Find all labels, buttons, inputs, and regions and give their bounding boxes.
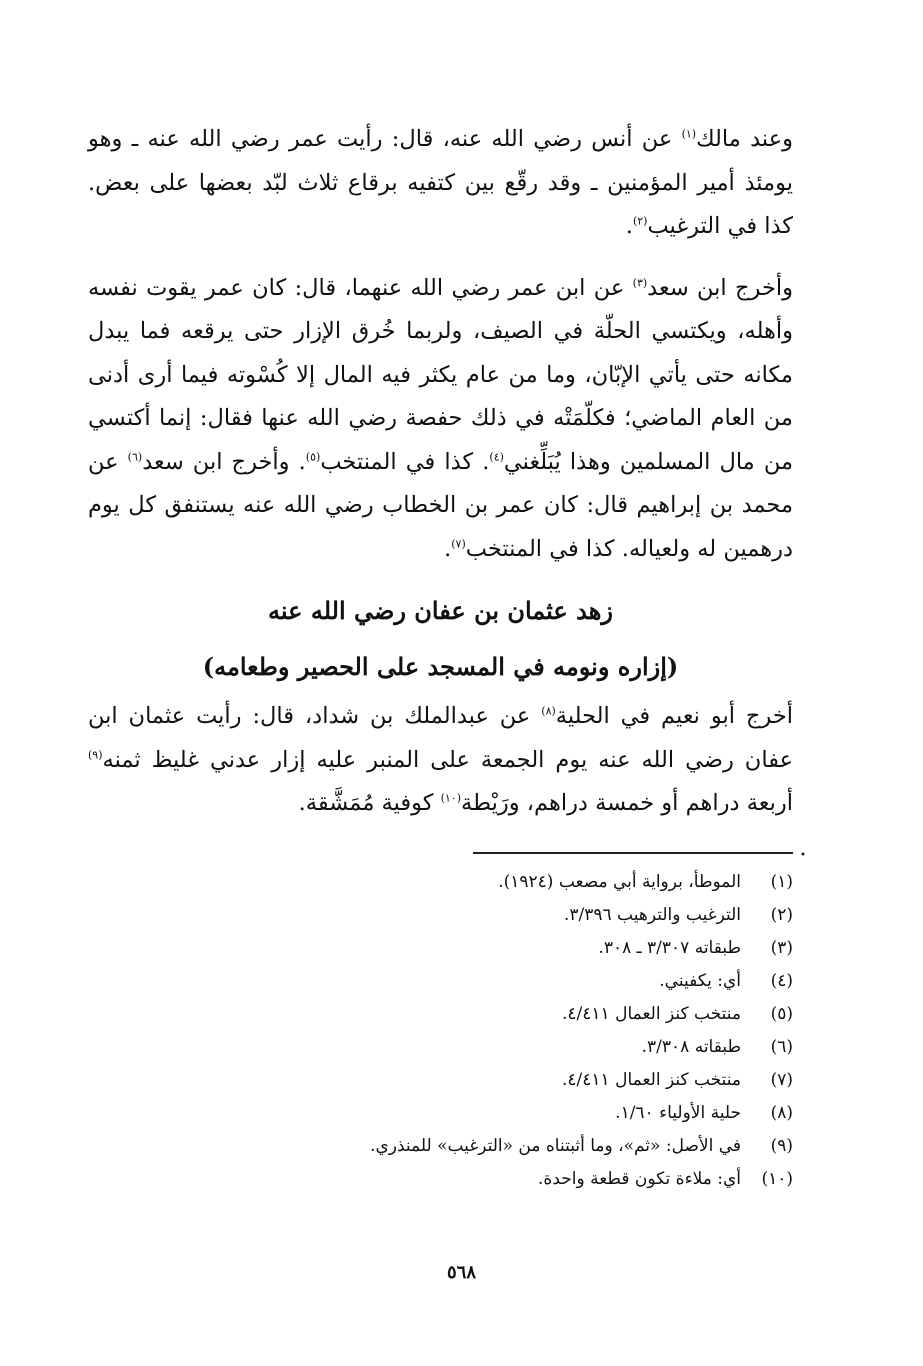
- footnote-item: [280, 1130, 793, 1163]
- footnote-number: (٣): [770, 938, 793, 958]
- paragraph-text: كوفية مُمَشَّقة.: [298, 790, 441, 816]
- paragraph-text: . وأخرج ابن سعد: [142, 448, 306, 475]
- footnote-marker: (١٠): [440, 791, 462, 805]
- section-heading: زهد عثمان بن عفان رضي الله عنه: [268, 596, 613, 625]
- footnote-number: (٤): [770, 971, 793, 991]
- footnote-item: [280, 1097, 793, 1130]
- footnote-text: منتخب كنز العمال ٤/٤١١.: [562, 1070, 741, 1090]
- footnote-number: (٥): [770, 1004, 793, 1024]
- footnote-marker: (٤): [489, 450, 504, 463]
- footnote-number: (٩): [770, 1136, 793, 1156]
- footnote-text: حلية الأولياء ١/٦٠.: [615, 1103, 741, 1123]
- paragraph-text: وعند مالك: [696, 126, 793, 152]
- paragraph-text: أربعة دراهم أو خمسة دراهم، ورَيْطة: [461, 790, 793, 816]
- paragraph-1: [88, 118, 793, 249]
- footnote-item: [280, 965, 793, 998]
- footnote-text: منتخب كنز العمال ٤/٤١١.: [562, 1004, 741, 1024]
- footnote-item: [280, 899, 793, 932]
- footnote-item: [280, 1031, 793, 1064]
- footnote-marker: (٢): [632, 214, 648, 228]
- page-number: ٥٦٨: [446, 1262, 476, 1283]
- paragraph-text: عن أنس رضي الله عنه، قال: رأيت عمر رضي الله عنه ـ وهو يومئذ أمير المؤمنين ـ وقد رقّع بين كتفيه برقاع ثلاث لبّد بعضها على بعض. كذا في الترغيب: [88, 126, 793, 239]
- footnote-number: (١٠): [761, 1169, 793, 1189]
- footnote-item: [280, 932, 793, 965]
- paragraph-2: [88, 267, 793, 572]
- footnote-item: [280, 1064, 793, 1097]
- footnote-marker: (٣): [632, 276, 648, 289]
- paragraph-text: وأخرج ابن سعد: [647, 274, 793, 301]
- paragraph-text: .: [625, 213, 633, 239]
- footnote-text: أي: ملاءة تكون قطعة واحدة.: [538, 1169, 741, 1189]
- page-body: [88, 118, 793, 844]
- footnote-divider: [473, 852, 793, 854]
- footnote-text: الموطأ، برواية أبي مصعب (١٩٢٤).: [498, 872, 741, 892]
- footnote-marker: (٨): [541, 704, 556, 718]
- footnote-number: (٢): [770, 905, 793, 925]
- paragraph-text: أخرج أبو نعيم في الحلية: [555, 703, 793, 729]
- footnote-marker: (٧): [451, 537, 466, 550]
- footnote-item: [280, 1163, 793, 1196]
- paragraph-text: عن ابن عمر رضي الله عنهما، قال: كان عمر يقوت نفسه وأهله، ويكتسي الحلّة في الصيف، ولربما خُرق الإزار حتى يرقعه فما يبدل مكانه حتى يأتي الإبّان، وما من عام يكثر فيه المال إلا كُسْوته فيما أرى أدنى من العام الماضي؛ فكلّمَتْه في ذلك حفصة رضي الله عنها فقال: إنما أكتسي من مال المسلمين وهذا يُبَلِّغني: [88, 274, 794, 475]
- footnote-text: في الأصل: «ثم»، وما أثبتناه من «الترغيب» للمنذري.: [370, 1136, 741, 1156]
- footnote-marker: (٦): [127, 450, 143, 463]
- footnote-text: طبقاته ٣/٣٠٨.: [641, 1037, 741, 1057]
- footnote-marker: (٥): [305, 450, 321, 463]
- paragraph-text: . كذا في المنتخب: [320, 448, 490, 475]
- footnote-text: طبقاته ٣/٣٠٧ ـ ٣٠٨.: [598, 938, 741, 958]
- section-subheading: (إزاره ونومه في المسجد على الحصير وطعامه): [202, 652, 679, 681]
- footnote-item: [280, 866, 793, 899]
- footnotes: [280, 866, 793, 1196]
- paragraph-text: عن عبدالملك بن شداد، قال: رأيت عثمان ابن عفان رضي الله عنه يوم الجمعة على المنبر عليه إزار عدني غليظ ثمنه: [88, 703, 793, 773]
- footnote-item: [280, 998, 793, 1031]
- paragraph-text: عن محمد بن إبراهيم قال: كان عمر بن الخطاب رضي الله عنه يستنفق كل يوم درهمين له ولعياله. كذا في المنتخب: [88, 448, 793, 562]
- footnote-number: (٦): [770, 1037, 793, 1057]
- footnote-number: (٧): [770, 1070, 793, 1090]
- footnote-marker: (٩): [88, 748, 103, 761]
- footnote-marker: (١): [681, 127, 697, 141]
- footnote-text: الترغيب والترهيب ٣/٣٩٦.: [563, 905, 741, 925]
- paragraph-text: .: [444, 535, 452, 562]
- footnote-number: (١): [770, 872, 793, 892]
- footnote-text: أي: يكفيني.: [659, 971, 741, 991]
- paragraph-3: [88, 695, 793, 826]
- footnote-number: (٨): [770, 1103, 793, 1123]
- divider-dot: •: [800, 850, 806, 861]
